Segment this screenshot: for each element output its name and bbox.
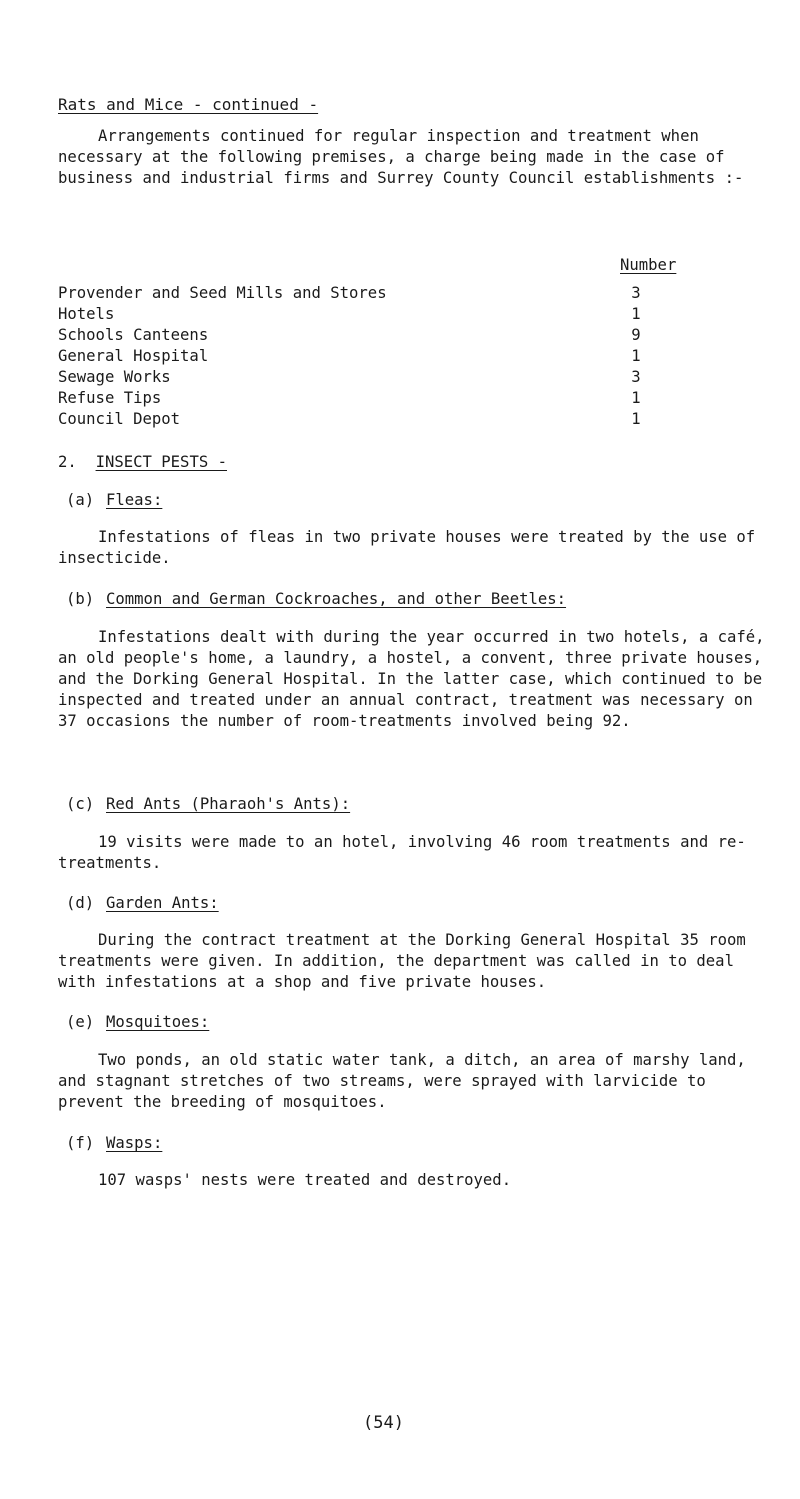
row-number: 1: [631, 347, 641, 365]
section-heading: [58, 452, 227, 473]
table-row: [58, 409, 718, 430]
subsection-text: Two ponds, an old static water tank, a ditch, an area of marshy land, and stagnant stretches of two streams, were sprayed with larvicide to prevent the breeding of mosquitoes.: [58, 1051, 746, 1111]
subsection-body: [58, 832, 778, 874]
subsection-title: Garden Ants:: [106, 894, 219, 912]
subsection-text: 19 visits were made to an hotel, involving 46 room treatments and re-treatments.: [58, 833, 746, 872]
table-row: [58, 388, 718, 409]
subsection-letter: (e): [66, 1013, 95, 1031]
row-label: Provender and Seed Mills and Stores: [58, 284, 387, 302]
subsection-body: [58, 627, 778, 732]
number-column-header: Number: [620, 256, 677, 274]
subsection-text: Infestations of fleas in two private houses were treated by the use of insecticide.: [58, 528, 756, 567]
row-number: 1: [631, 305, 641, 323]
table-row: [58, 346, 718, 367]
table-row: [58, 325, 718, 346]
page-number: (54): [363, 1413, 404, 1433]
page-title: Rats and Mice - continued -: [58, 95, 319, 114]
row-label: Schools Canteens: [58, 326, 209, 344]
row-number: 1: [631, 389, 641, 407]
row-label: General Hospital: [58, 347, 209, 365]
subsection-letter: (c): [66, 795, 95, 813]
row-label: Refuse Tips: [58, 389, 162, 407]
table-row: [58, 367, 718, 388]
subsection-text: Infestations dealt with during the year occurred in two hotels, a café, an old people's home, a laundry, a hostel, a convent, three private houses, and the Dorking General Hospital. In the latter case, which continued to be inspected and treated under an annual contract, treatment was necessary on 37 occasions the number of room-treatments involved being 92.: [58, 628, 765, 730]
intro-paragraph: [58, 126, 778, 189]
table-row: [58, 304, 718, 325]
subsection-text: 107 wasps' nests were treated and destroyed.: [98, 1171, 512, 1189]
subsection-title: Red Ants (Pharaoh's Ants):: [106, 795, 351, 813]
subsection-heading: [66, 893, 219, 914]
subsection-letter: (d): [66, 894, 95, 912]
subsection-title: Mosquitoes:: [106, 1013, 210, 1031]
premises-table: [58, 283, 718, 430]
row-number: 3: [631, 368, 641, 386]
table-row: [58, 283, 718, 304]
row-number: 9: [631, 326, 641, 344]
section-title: INSECT PESTS -: [95, 453, 227, 471]
intro-text: Arrangements continued for regular inspection and treatment when necessary at the following premises, a charge being made in the case of business and industrial firms and Surrey County Council establishments :-: [58, 127, 744, 187]
subsection-heading: [66, 490, 162, 511]
subsection-letter: (a): [66, 491, 95, 509]
subsection-heading: [66, 589, 566, 610]
row-label: Council Depot: [58, 410, 181, 428]
subsection-heading: [66, 1133, 162, 1154]
subsection-letter: (f): [66, 1134, 95, 1152]
subsection-heading: [66, 794, 350, 815]
subsection-title: Fleas:: [106, 491, 163, 509]
row-number: 3: [631, 284, 641, 302]
subsection-letter: (b): [66, 590, 95, 608]
subsection-title: Common and German Cockroaches, and other Beetles:: [106, 590, 567, 608]
subsection-body: [58, 1170, 778, 1191]
subsection-body: [58, 930, 778, 993]
subsection-body: [58, 1050, 778, 1113]
row-number: 1: [631, 410, 641, 428]
subsection-text: During the contract treatment at the Dorking General Hospital 35 room treatments were given. In addition, the department was called in to deal with infestations at a shop and five private houses.: [58, 931, 746, 991]
subsection-title: Wasps:: [106, 1134, 163, 1152]
subsection-body: [58, 527, 778, 569]
row-label: Sewage Works: [58, 368, 171, 386]
row-label: Hotels: [58, 305, 115, 323]
subsection-heading: [66, 1012, 209, 1033]
section-number: 2.: [58, 453, 77, 471]
